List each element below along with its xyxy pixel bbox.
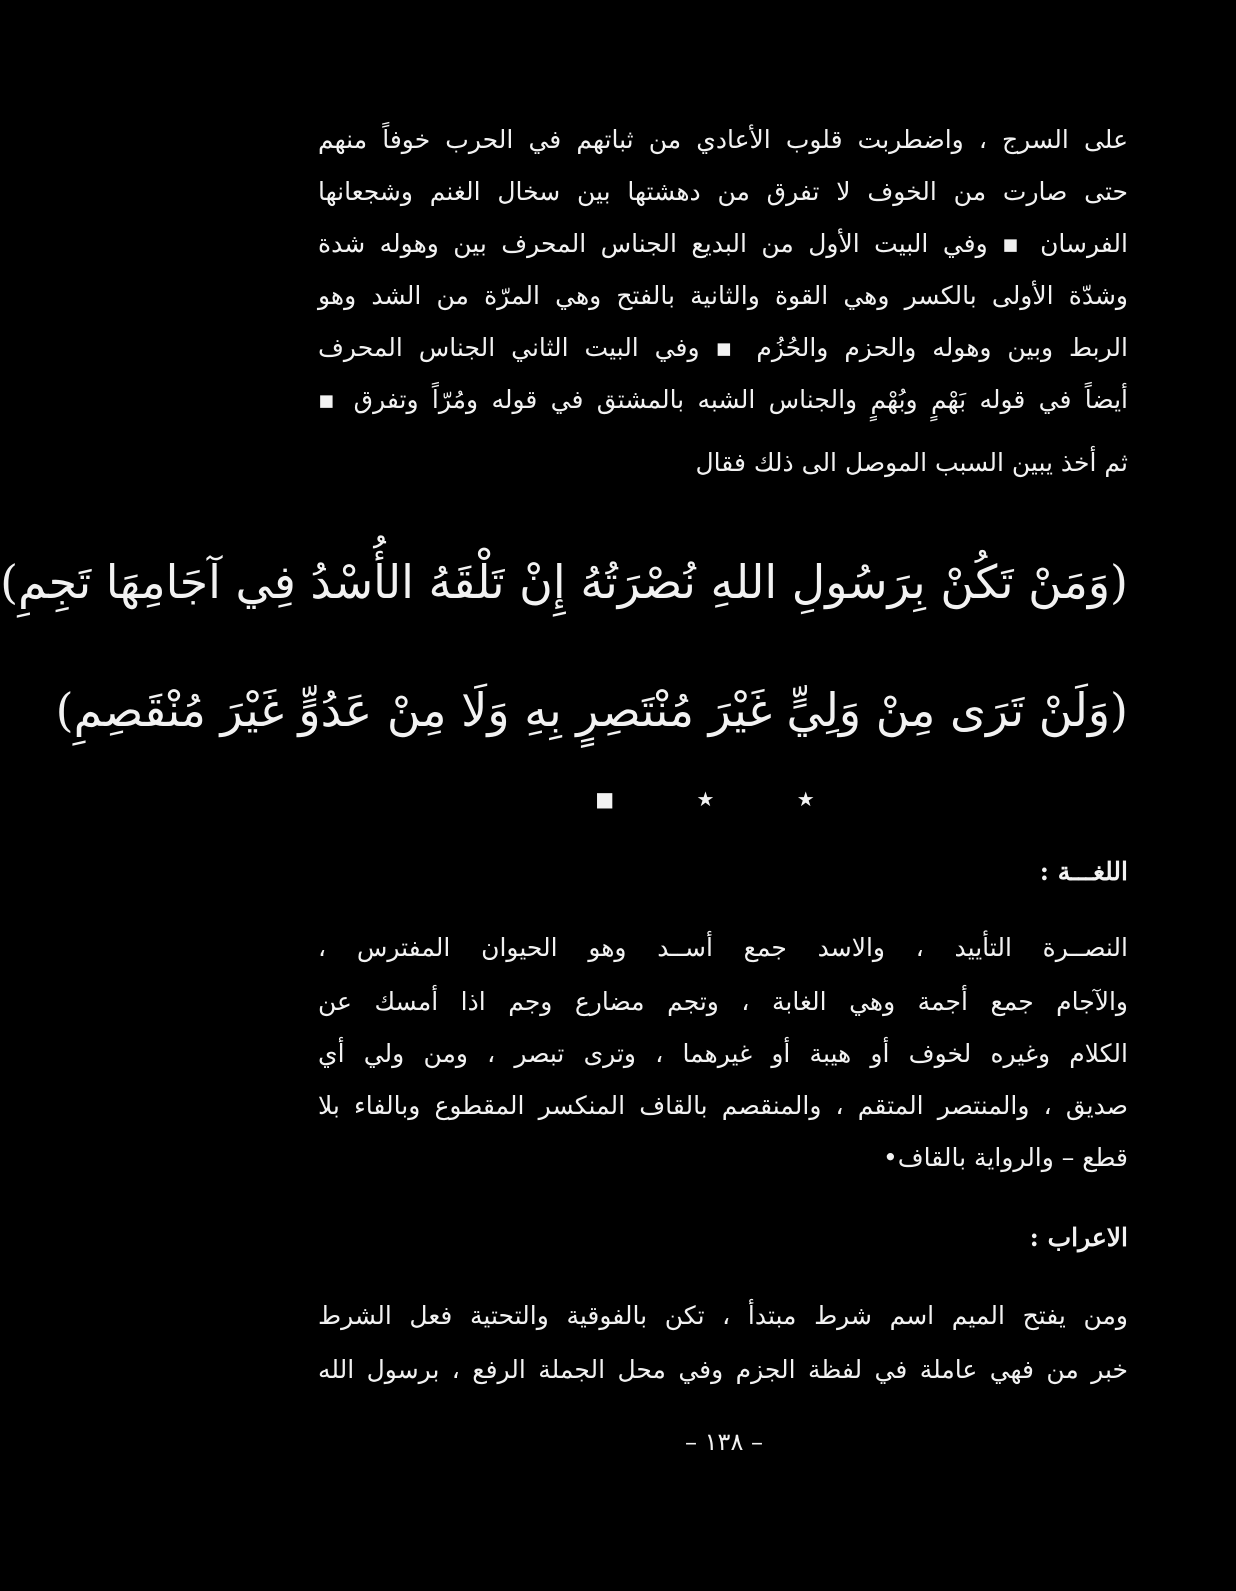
- language-line: قطع – والرواية بالقاف•: [882, 1143, 1128, 1172]
- poem-verse: (وَمَنْ تَكُنْ بِرَسُولِ اللهِ نُصْرَتُهُ إِنْ تَلْقَهُ الأُسْدُ فِي آجَامِهَا تَجِمِ): [0, 555, 1128, 609]
- page-number: – ١٣٨ –: [685, 1428, 763, 1456]
- parsing-line: خبر من فهي عاملة في لفظة الجزم وفي محل الجملة الرفع ، برسول الله: [318, 1355, 1128, 1384]
- language-heading: اللغـــة :: [1039, 857, 1128, 886]
- body-line: حتى صارت من الخوف لا تفرق من دهشتها بين سخال الغنم وشجعانها: [318, 177, 1128, 206]
- body-line: على السرج ، واضطربت قلوب الأعادي من ثباتهم في الحرب خوفاً منهم: [318, 125, 1128, 154]
- body-line: الربط وبين وهوله والحزم والحُزُم ▪ وفي البيت الثاني الجناس المحرف: [318, 333, 1128, 362]
- language-line: النصــرة التأييد ، والاسد جمع أســد وهو الحيوان المفترس ،: [318, 933, 1128, 962]
- body-line: وشدّة الأولى بالكسر وهي القوة والثانية بالفتح وهي المرّة من الشد وهو: [318, 281, 1128, 310]
- body-line: أيضاً في قوله بَهْمٍ وبُهْمٍ والجناس الشبه بالمشتق في قوله ومُرّاً وتفرق ▪: [318, 385, 1128, 414]
- parsing-heading: الاعراب :: [1029, 1223, 1128, 1252]
- body-line: ثم أخذ يبين السبب الموصل الى ذلك فقال: [695, 448, 1128, 477]
- language-line: الكلام وغيره لخوف أو هيبة أو غيرهما ، وترى تبصر ، ومن ولي أي: [318, 1039, 1128, 1068]
- parsing-line: ومن يفتح الميم اسم شرط مبتدأ ، تكن بالفوقية والتحتية فعل الشرط: [318, 1301, 1128, 1330]
- language-line: والآجام جمع أجمة وهي الغابة ، وتجم مضارع وجم اذا أمسك عن: [318, 987, 1128, 1016]
- section-separator: ★ ★ ■: [595, 787, 853, 811]
- language-line: صديق ، والمنتصر المتقم ، والمنقصم بالقاف المنكسر المقطوع وبالفاء بلا: [318, 1091, 1128, 1120]
- body-line: الفرسان ▪ وفي البيت الأول من البديع الجناس المحرف بين وهوله شدة: [318, 229, 1128, 258]
- poem-verse: (وَلَنْ تَرَى مِنْ وَلِيٍّ غَيْرَ مُنْتَصِرٍ بِهِ وَلَا مِنْ عَدُوٍّ غَيْرَ مُنْقَصِمِ): [55, 683, 1128, 737]
